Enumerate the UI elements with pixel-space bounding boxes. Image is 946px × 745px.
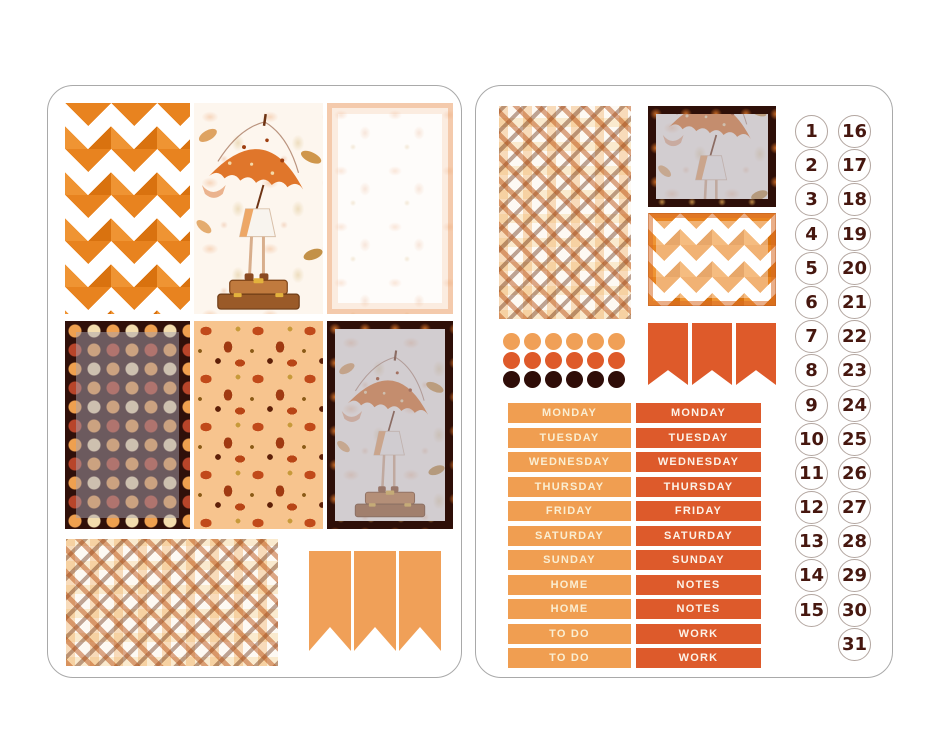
dot-sticker [524, 371, 541, 388]
dot-stickers-grid [503, 333, 625, 388]
date-number-sticker: 8 [795, 354, 828, 387]
autumn-girl-faded-sticker [648, 106, 776, 207]
faded-floral-sticker [327, 103, 453, 314]
chevron-pattern-sticker [65, 103, 190, 314]
date-number-sticker: 3 [795, 183, 828, 216]
date-number-sticker: 20 [838, 252, 871, 285]
date-number-sticker: 26 [838, 457, 871, 490]
date-number-sticker: 22 [838, 320, 871, 353]
day-label-column-dark [636, 403, 761, 668]
flag-stickers-dark [648, 323, 780, 385]
day-label-sticker: MONDAY [636, 403, 761, 423]
day-label-sticker: WEDNESDAY [508, 452, 631, 472]
leopard-print-sticker [194, 321, 323, 529]
flag-sticker [309, 551, 351, 651]
flag-sticker [692, 323, 732, 385]
date-number-sticker: 30 [838, 594, 871, 627]
date-number-sticker: 28 [838, 525, 871, 558]
date-number-sticker: 9 [795, 389, 828, 422]
plaid-pattern-sticker [499, 106, 631, 319]
date-number-sticker: 4 [795, 218, 828, 251]
day-label-sticker: WORK [636, 648, 761, 668]
date-number-sticker: 11 [795, 457, 828, 490]
dot-sticker [566, 333, 583, 350]
leg [250, 237, 252, 276]
day-label-sticker: TO DO [508, 648, 631, 668]
sticker-sheet-left [47, 85, 462, 678]
date-number-sticker: 15 [795, 594, 828, 627]
day-label-column-light [508, 403, 631, 668]
date-number-sticker: 23 [838, 354, 871, 387]
umbrella [209, 107, 313, 189]
date-number-sticker: 7 [795, 320, 828, 353]
dot-sticker [587, 333, 604, 350]
chevron-pattern-sticker [648, 213, 776, 306]
day-label-sticker: HOME [508, 575, 631, 595]
faded-center-overlay [656, 221, 768, 298]
day-label-sticker: SATURDAY [508, 526, 631, 546]
day-label-sticker: NOTES [636, 599, 761, 619]
flag-sticker [354, 551, 396, 651]
flag-sticker [648, 323, 688, 385]
day-label-sticker: THURSDAY [508, 477, 631, 497]
day-label-sticker: SATURDAY [636, 526, 761, 546]
day-label-sticker: FRIDAY [508, 501, 631, 521]
date-number-sticker: 17 [838, 149, 871, 182]
date-number-sticker: 13 [795, 525, 828, 558]
autumn-girl-faded-sticker [327, 321, 453, 529]
date-number-sticker: 10 [795, 423, 828, 456]
dot-sticker [587, 352, 604, 369]
dot-sticker [503, 371, 520, 388]
date-number-sticker: 25 [838, 423, 871, 456]
faded-center-overlay [656, 114, 768, 199]
plaid-pattern-sticker [66, 539, 278, 666]
date-number-sticker: 1 [795, 115, 828, 148]
day-label-sticker: SUNDAY [636, 550, 761, 570]
date-number-sticker: 19 [838, 218, 871, 251]
faded-center-overlay [76, 332, 179, 518]
dot-sticker [545, 352, 562, 369]
dot-sticker [566, 352, 583, 369]
dot-sticker [545, 371, 562, 388]
dot-sticker [503, 352, 520, 369]
date-number-sticker: 2 [795, 149, 828, 182]
date-number-sticker: 12 [795, 491, 828, 524]
dot-sticker [608, 352, 625, 369]
date-number-sticker: 6 [795, 286, 828, 319]
date-number-sticker: 16 [838, 115, 871, 148]
day-label-sticker: NOTES [636, 575, 761, 595]
day-label-sticker: MONDAY [508, 403, 631, 423]
autumn-girl-illustration [194, 103, 323, 314]
flag-stickers-light [309, 551, 444, 651]
date-number-sticker: 21 [838, 286, 871, 319]
day-label-sticker: SUNDAY [508, 550, 631, 570]
day-label-sticker: TUESDAY [636, 428, 761, 448]
flag-sticker [399, 551, 441, 651]
flag-sticker [736, 323, 776, 385]
dot-sticker [566, 371, 583, 388]
date-number-column-1 [795, 115, 828, 627]
faded-center-overlay [335, 329, 445, 521]
day-label-sticker: TO DO [508, 624, 631, 644]
date-number-sticker: 24 [838, 389, 871, 422]
autumn-leaves-decor [194, 126, 323, 262]
autumn-girl-umbrella-sticker [194, 103, 323, 314]
day-label-sticker: WEDNESDAY [636, 452, 761, 472]
dot-sticker [608, 371, 625, 388]
dot-sticker [545, 333, 562, 350]
date-number-column-2 [838, 115, 871, 661]
date-number-sticker: 14 [795, 559, 828, 592]
shoe [245, 273, 254, 280]
dot-sticker [503, 333, 520, 350]
day-label-sticker: THURSDAY [636, 477, 761, 497]
polka-dot-sticker [65, 321, 190, 529]
dot-sticker [524, 352, 541, 369]
day-label-sticker: FRIDAY [636, 501, 761, 521]
date-number-sticker: 18 [838, 183, 871, 216]
date-number-sticker: 29 [838, 559, 871, 592]
suitcase-stack [218, 278, 299, 309]
day-label-sticker: TUESDAY [508, 428, 631, 448]
day-label-sticker: WORK [636, 624, 761, 644]
date-number-sticker: 5 [795, 252, 828, 285]
date-number-sticker: 31 [838, 628, 871, 661]
dot-sticker [587, 371, 604, 388]
sticker-sheet-right [475, 85, 893, 678]
date-number-sticker: 27 [838, 491, 871, 524]
dot-sticker [608, 333, 625, 350]
day-label-sticker: HOME [508, 599, 631, 619]
dot-sticker [524, 333, 541, 350]
